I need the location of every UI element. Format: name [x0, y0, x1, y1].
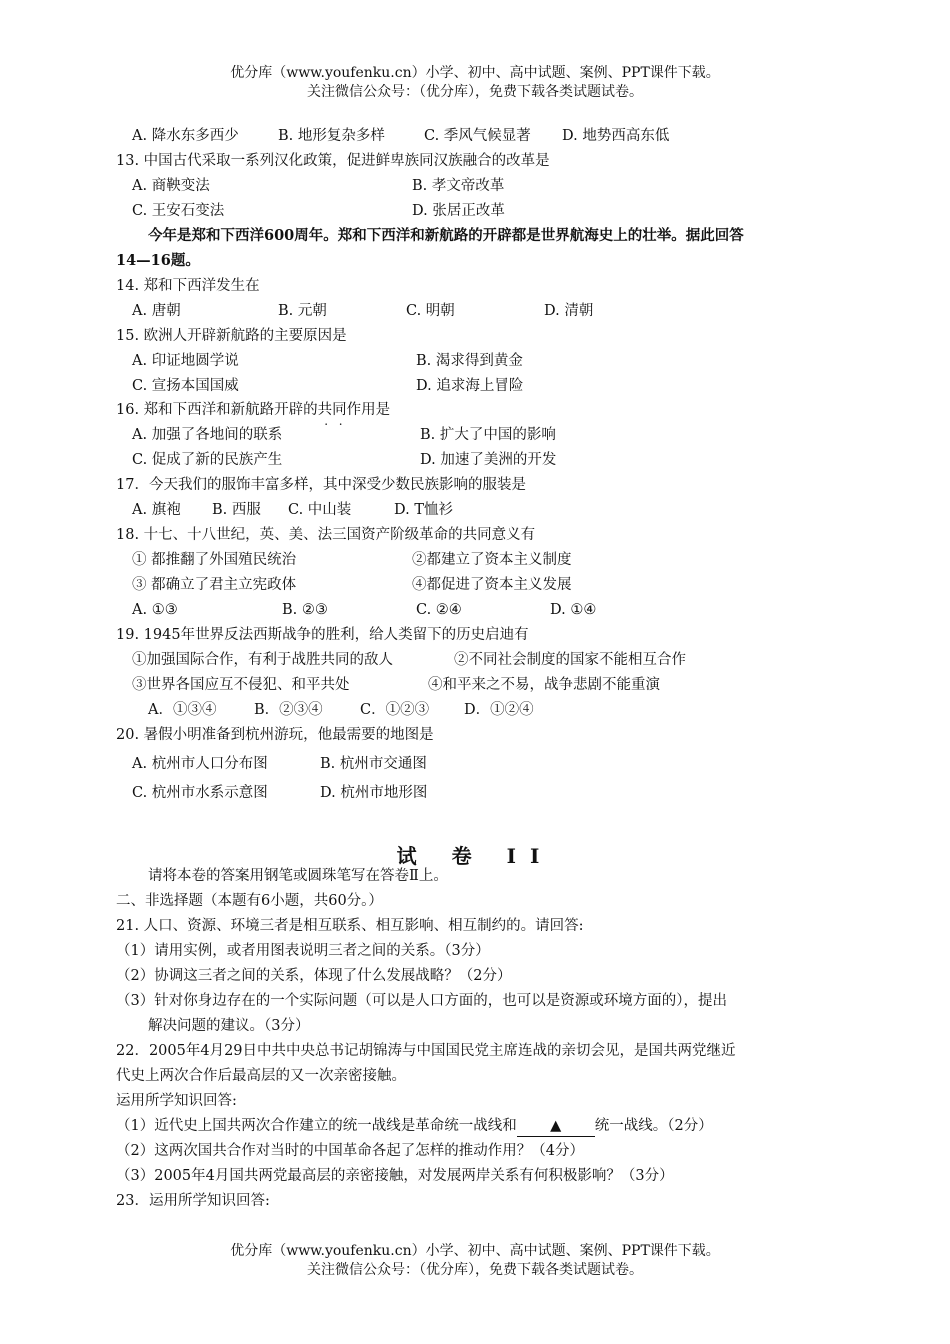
- q22-prompt: 运用所学知识回答:: [116, 1093, 237, 1109]
- q20-stem: 20. 暑假小明准备到杭州游玩，他最需要的地图是: [116, 727, 434, 743]
- q13-option-b: B. 孝文帝改革: [412, 178, 505, 194]
- q20-option-b: B. 杭州市交通图: [320, 756, 427, 772]
- q12-option-c: C. 季风气候显著: [424, 128, 531, 144]
- q18-stem: 18. 十七、十八世纪，英、美、法三国资产阶级革命的共同意义有: [116, 527, 536, 543]
- q16-stem: [116, 400, 390, 420]
- q22-sub3: （3）2005年4月国共两党最高层的亲密接触，对发展两岸关系有何积极影响？（3分）: [116, 1168, 674, 1184]
- q20-option-c: C. 杭州市水系示意图: [132, 785, 268, 801]
- q19-option-c: C．①②③: [360, 702, 430, 718]
- section-note: （本题有6小题，共60分。）: [203, 893, 383, 909]
- q17-option-a: A. 旗袍: [132, 502, 181, 518]
- q20-option-d: D. 杭州市地形图: [320, 785, 428, 801]
- q22-stem-line2: 代史上两次合作后最高层的又一次亲密接触。: [116, 1068, 406, 1084]
- q13-option-a: A. 商鞅变法: [132, 178, 210, 194]
- q13-stem: 13. 中国古代采取一系列汉化政策，促进鲜卑族同汉族融合的改革是: [116, 153, 550, 169]
- q16-option-d: D. 加速了美洲的开发: [420, 452, 557, 468]
- q19-item-1: ①加强国际合作，有利于战胜共同的敌人: [132, 652, 393, 668]
- q14-option-d: D. 清朝: [544, 303, 594, 319]
- q22-sub1-a: （1）近代史上国共两次合作建立的统一战线是革命统一战线和: [116, 1118, 517, 1134]
- q16-emphasis-2: 同: [332, 402, 347, 418]
- footer-line1: 优分库（www.youfenku.cn）小学、初中、高中试题、案例、PPT课件下载。: [230, 1243, 720, 1259]
- q16-emphasis-1: 共: [317, 402, 333, 418]
- header-line1: 优分库（www.youfenku.cn）小学、初中、高中试题、案例、PPT课件下载。: [230, 65, 720, 81]
- q19-item-4: ④和平来之不易，战争悲剧不能重演: [428, 677, 660, 693]
- q19-item-3: ③世界各国应互不侵犯、和平共处: [132, 677, 350, 693]
- q12-option-d: D. 地势西高东低: [562, 128, 670, 144]
- q18-option-c: C. ②④: [416, 602, 462, 618]
- q17-option-b: B. 西服: [212, 502, 261, 518]
- q22-stem-line1: 22．2005年4月29日中共中央总书记胡锦涛与中国国民党主席连战的亲切会见，是国共两党继近: [116, 1043, 736, 1059]
- q18-item-4: ④都促进了资本主义发展: [412, 577, 572, 593]
- q13-option-d: D. 张居正改革: [412, 203, 505, 219]
- q19-option-a: A．①③④: [148, 702, 217, 718]
- q15-option-c: C. 宣扬本国国威: [132, 378, 239, 394]
- q20-option-a: A. 杭州市人口分布图: [132, 756, 268, 772]
- q18-option-d: D. ①④: [550, 602, 597, 618]
- q15-stem: 15. 欧洲人开辟新航路的主要原因是: [116, 328, 347, 344]
- q12-option-a: A. 降水东多西少: [132, 128, 239, 144]
- q14-option-c: C. 明朝: [406, 303, 455, 319]
- q18-option-b: B. ②③: [282, 602, 328, 618]
- intro-14-16-line1: 今年是郑和下西洋600周年。郑和下西洋和新航路的开辟都是世界航海史上的壮举。据此回答: [148, 227, 744, 244]
- page-header: [0, 64, 950, 102]
- q21-stem: 21. 人口、资源、环境三者是相互联系、相互影响、相互制约的。请回答:: [116, 918, 584, 934]
- header-line2: 关注微信公众号：（优分库），免费下载各类试题试卷。: [307, 84, 643, 100]
- section-label: 二、非选择题: [116, 893, 203, 909]
- q19-item-2: ②不同社会制度的国家不能相互合作: [454, 652, 686, 668]
- part2-instruction: 请将本卷的答案用钢笔或圆珠笔写在答卷Ⅱ上。: [148, 868, 448, 884]
- part2-title: 试 卷 II: [396, 844, 554, 868]
- q22-sub1: [116, 1116, 713, 1137]
- q16-option-b: B. 扩大了中国的影响: [420, 427, 556, 443]
- q12-option-b: B. 地形复杂多样: [278, 128, 385, 144]
- intro-14-16-line2: 14—16题。: [116, 252, 200, 269]
- q17-option-c: C. 中山装: [288, 502, 352, 518]
- q14-option-b: B. 元朝: [278, 303, 327, 319]
- q16-option-c: C. 促成了新的民族产生: [132, 452, 283, 468]
- q21-sub3-line2: 解决问题的建议。（3分）: [148, 1018, 310, 1034]
- q18-item-2: ②都建立了资本主义制度: [412, 552, 572, 568]
- q21-sub1: （1）请用实例，或者用图表说明三者之间的关系。（3分）: [116, 943, 490, 959]
- q18-item-3: ③ 都确立了君主立宪政体: [132, 577, 297, 593]
- q17-stem: 17．今天我们的服饰丰富多样，其中深受少数民族影响的服装是: [116, 477, 526, 493]
- q15-option-d: D. 追求海上冒险: [416, 378, 524, 394]
- q16-stem-a: 16. 郑和下西洋和新航路开辟的: [116, 402, 318, 418]
- q15-option-a: A. 印证地圆学说: [132, 353, 239, 369]
- q22-sub2: （2）这两次国共合作对当时的中国革命各起了怎样的推动作用？（4分）: [116, 1143, 584, 1159]
- answer-blank: ▲: [517, 1116, 595, 1137]
- q18-option-a: A. ①③: [132, 602, 178, 618]
- q19-option-b: B．②③④: [254, 702, 323, 718]
- q17-option-d: D. T恤衫: [394, 502, 453, 518]
- q23-stem: 23．运用所学知识回答:: [116, 1193, 270, 1209]
- q13-option-c: C. 王安石变法: [132, 203, 225, 219]
- q15-option-b: B. 渴求得到黄金: [416, 353, 523, 369]
- section-heading: [116, 891, 383, 911]
- q14-option-a: A. 唐朝: [132, 303, 181, 319]
- q14-stem: 14. 郑和下西洋发生在: [116, 278, 260, 294]
- page-footer: [0, 1242, 950, 1280]
- q19-option-d: D．①②④: [464, 702, 534, 718]
- q22-sub1-b: 统一战线。（2分）: [594, 1118, 713, 1134]
- q21-sub2: （2）协调这三者之间的关系，体现了什么发展战略？（2分）: [116, 968, 512, 984]
- footer-line2: 关注微信公众号：（优分库），免费下载各类试题试卷。: [307, 1262, 643, 1278]
- q16-option-a: A. 加强了各地间的联系: [132, 427, 283, 443]
- q18-item-1: ① 都推翻了外国殖民统治: [132, 552, 297, 568]
- q21-sub3-line1: （3）针对你身边存在的一个实际问题（可以是人口方面的，也可以是资源或环境方面的），提出: [116, 993, 727, 1009]
- q19-stem: 19. 1945年世界反法西斯战争的胜利，给人类留下的历史启迪有: [116, 627, 529, 643]
- q16-stem-b: 作用是: [346, 402, 391, 418]
